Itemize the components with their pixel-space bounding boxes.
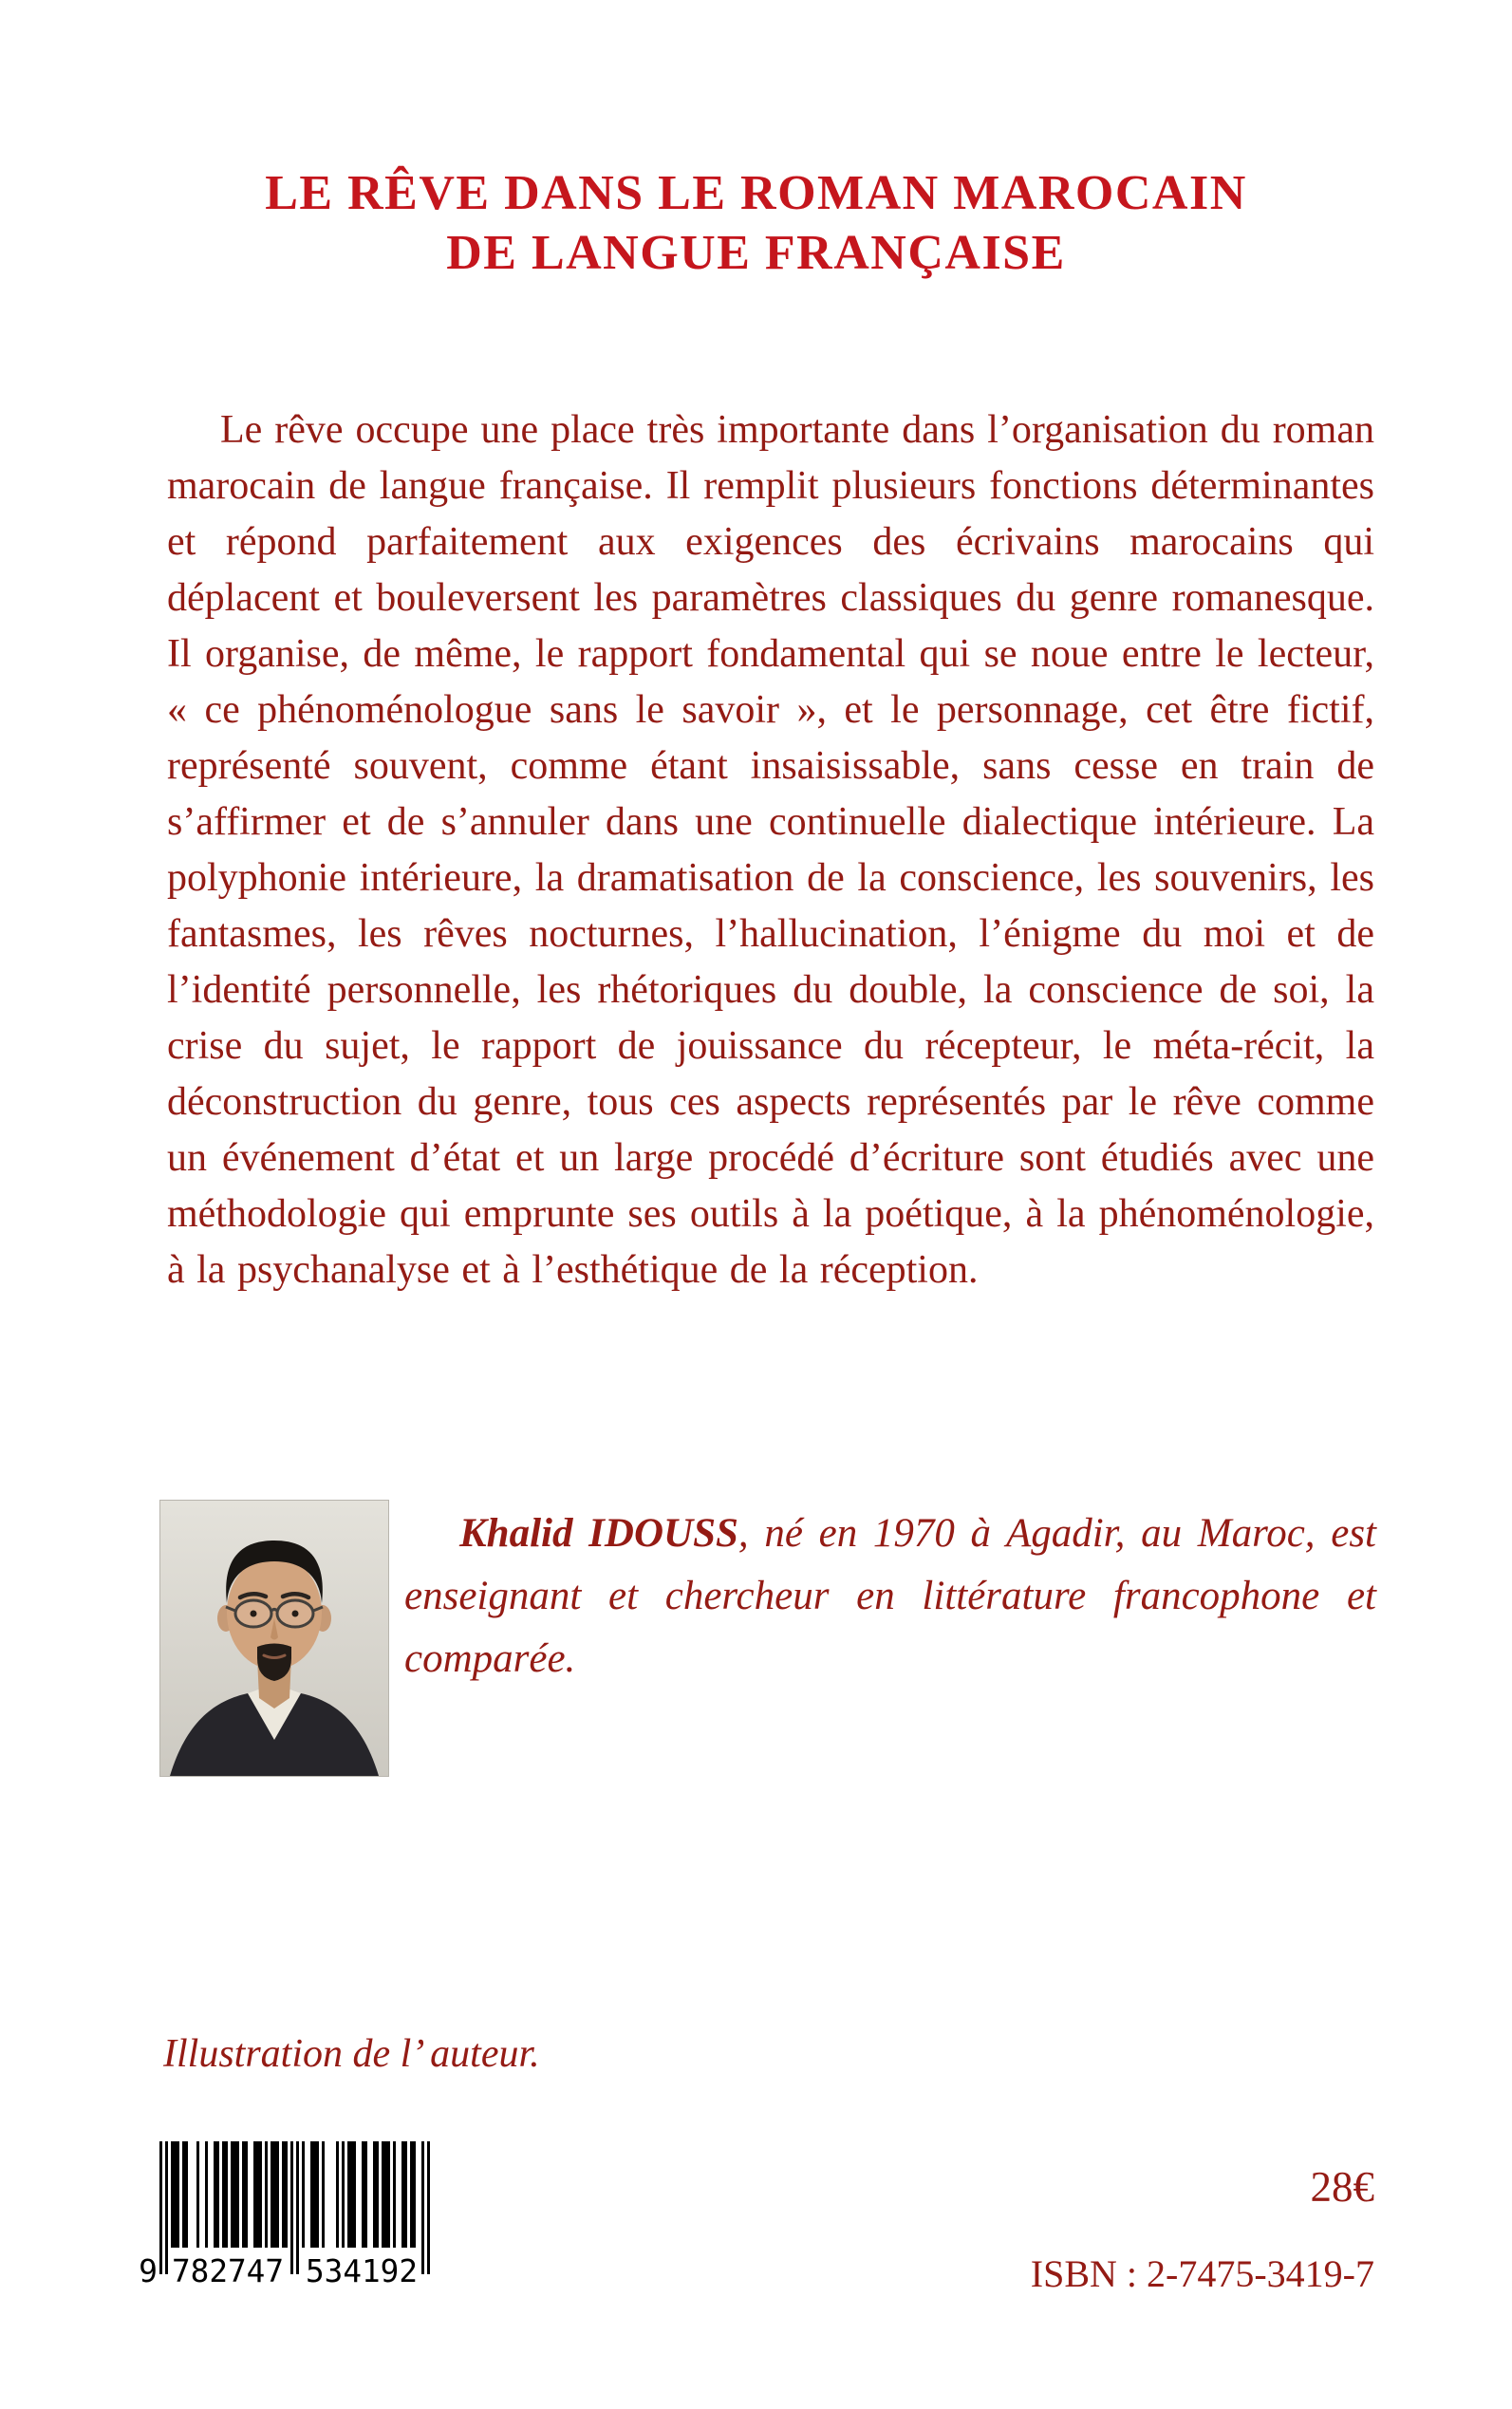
isbn: ISBN : 2-7475-3419-7 (1030, 2252, 1374, 2295)
book-title-line2: DE LANGUE FRANÇAISE (446, 226, 1066, 281)
author-bio-text: , né en 1970 à Agadir, au Maroc, est enseignant et chercheur en littérature francophone et comparée. (404, 1511, 1376, 1681)
author-photo (159, 1500, 389, 1777)
synopsis-paragraph: Le rêve occupe une place très importante dans l’organisation du roman marocain de langue française. Il remplit plusieurs fonctions déterminantes et répond parfaitement aux exigences des écrivains marocains qui déplacent et bouleversent les paramètres classiques du genre romanesque. Il organise, de même, le rapport fondamental qui se noue entre le lecteur, « ce phénoménologue sans le savoir », et le personnage, cet être fictif, représenté souvent, comme étant insaisissable, sans cesse en train de s’affirmer et de s’annuler dans une continuelle dialectique intérieure. La polyphonie intérieure, la dramatisation de la conscience, les souvenirs, les fantasmes, les rêves nocturnes, l’hallucination, l’énigme du moi et de l’identité personnelle, les rhétoriques du double, la conscience de soi, la crise du sujet, le rapport de jouissance du récepteur, le méta-récit, la déconstruction du genre, tous ces aspects représentés par le rêve comme un événement d’état et un large procédé d’écriture sont étudiés avec une méthodologie qui emprunte ses outils à la poétique, à la phénoménologie, à la psychanalyse et à l’esthétique de la réception. (167, 408, 1374, 1292)
book-title-line1: LE RÊVE DANS LE ROMAN MAROCAIN (265, 166, 1247, 220)
price: 28€ (1310, 2163, 1374, 2211)
barcode-digits-group1: 782747 (172, 2252, 284, 2284)
barcode (139, 2141, 433, 2284)
barcode-digits-group2: 534192 (306, 2252, 418, 2284)
author-bio (404, 1503, 1376, 1690)
barcode-svg (139, 2141, 433, 2284)
author-name: Khalid IDOUSS (459, 1511, 738, 1556)
barcode-digit-first: 9 (139, 2252, 158, 2284)
book-title (0, 163, 1512, 284)
author-portrait-illustration (160, 1501, 388, 1776)
illustration-credit: Illustration de l’ auteur. (163, 2032, 540, 2076)
